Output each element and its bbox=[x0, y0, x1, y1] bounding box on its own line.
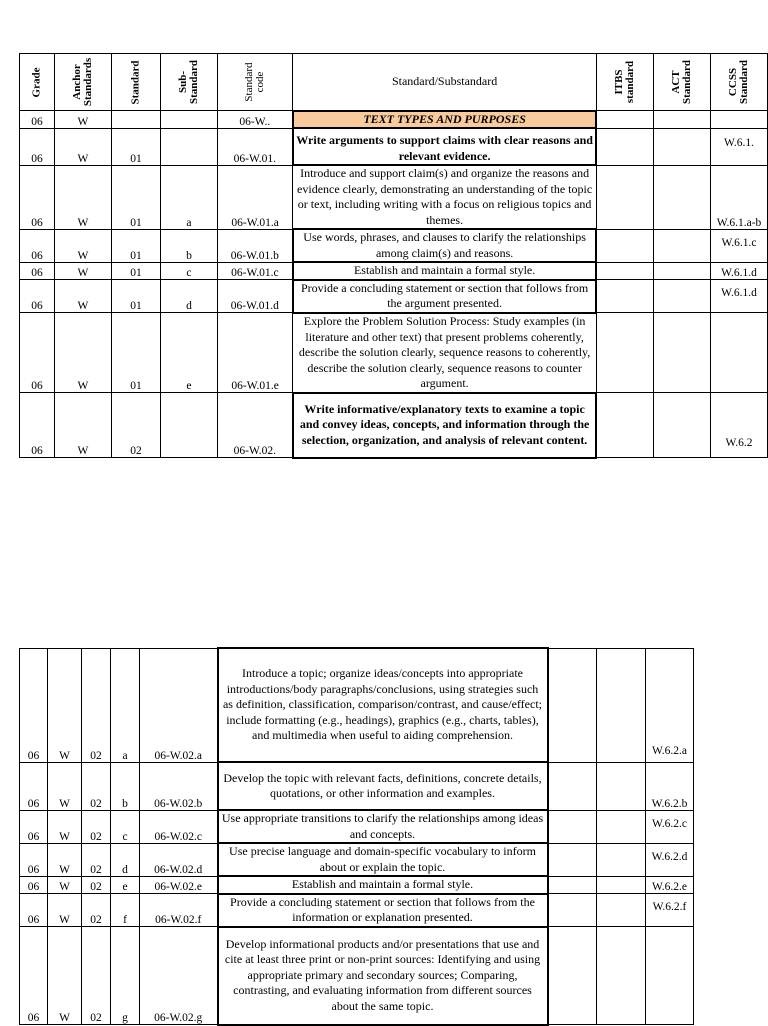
description-cell: Use words, phrases, and clauses to clarify the relationships among claim(s) and reasons. bbox=[293, 229, 597, 262]
grade-cell: 06 bbox=[20, 313, 55, 393]
header-standard-substandard: Standard/Substandard bbox=[293, 54, 597, 111]
standard-cell: 01 bbox=[111, 229, 160, 262]
table-row bbox=[20, 262, 768, 280]
grade-cell: 06 bbox=[20, 762, 48, 810]
description-cell: Use precise language and domain-specific vocabulary to inform about or explain the topic. bbox=[218, 843, 548, 876]
standard-cell: 02 bbox=[82, 927, 111, 1025]
anchor-cell: W bbox=[54, 128, 111, 165]
sub-standard-cell: a bbox=[160, 165, 217, 229]
header-ccss-standard: CCSS Standard bbox=[710, 54, 767, 111]
ccss-cell: W.6.2.d bbox=[646, 843, 694, 876]
itbs-cell bbox=[548, 648, 597, 762]
anchor-cell: W bbox=[48, 648, 82, 762]
header-sub-standard: Sub-Standard bbox=[160, 54, 217, 111]
act-cell bbox=[597, 648, 646, 762]
description-cell: Write informative/explanatory texts to examine a topic and convey ideas, concepts, and information through the selection, organization, and analysis of relevant content. bbox=[293, 393, 597, 458]
standard-cell: 01 bbox=[111, 262, 160, 280]
header-act-standard: ACT Standard bbox=[653, 54, 710, 111]
grade-cell: 06 bbox=[20, 111, 55, 129]
ccss-cell: W.6.2.b bbox=[646, 762, 694, 810]
header-standard-code: Standard code bbox=[217, 54, 292, 111]
grade-cell: 06 bbox=[20, 280, 55, 313]
sub-standard-cell: d bbox=[111, 843, 140, 876]
code-cell: 06-W.01.e bbox=[217, 313, 292, 393]
sub-standard-cell: b bbox=[160, 229, 217, 262]
sub-standard-cell: c bbox=[160, 262, 217, 280]
itbs-cell bbox=[596, 393, 653, 458]
header-itbs-standard: ITBS standard bbox=[596, 54, 653, 111]
grade-cell: 06 bbox=[20, 262, 55, 280]
standard-cell: 02 bbox=[111, 393, 160, 458]
ccss-cell bbox=[710, 111, 767, 129]
table-row bbox=[20, 876, 694, 894]
grade-cell: 06 bbox=[20, 128, 55, 165]
act-cell bbox=[597, 894, 646, 927]
itbs-cell bbox=[548, 762, 597, 810]
ccss-cell: W.6.2.c bbox=[646, 810, 694, 843]
grade-cell: 06 bbox=[20, 810, 48, 843]
ccss-cell: W.6.2.e bbox=[646, 876, 694, 894]
standard-cell: 02 bbox=[82, 843, 111, 876]
standard-cell: 01 bbox=[111, 165, 160, 229]
grade-cell: 06 bbox=[20, 648, 48, 762]
ccss-cell: W.6.2.a bbox=[646, 648, 694, 762]
grade-cell: 06 bbox=[20, 894, 48, 927]
anchor-cell: W bbox=[48, 762, 82, 810]
act-cell bbox=[597, 876, 646, 894]
anchor-cell: W bbox=[54, 280, 111, 313]
standard-cell: 02 bbox=[82, 762, 111, 810]
description-cell: Write arguments to support claims with clear reasons and relevant evidence. bbox=[293, 128, 597, 165]
sub-standard-cell: b bbox=[111, 762, 140, 810]
grade-cell: 06 bbox=[20, 927, 48, 1025]
table-row bbox=[20, 810, 694, 843]
act-cell bbox=[597, 810, 646, 843]
anchor-cell: W bbox=[54, 313, 111, 393]
act-cell bbox=[653, 313, 710, 393]
act-cell bbox=[653, 111, 710, 129]
anchor-cell: W bbox=[48, 843, 82, 876]
standard-cell: 01 bbox=[111, 128, 160, 165]
itbs-cell bbox=[596, 111, 653, 129]
description-cell: Provide a concluding statement or section that follows from the information or explanation presented. bbox=[218, 894, 548, 927]
act-cell bbox=[597, 927, 646, 1025]
grade-cell: 06 bbox=[20, 229, 55, 262]
itbs-cell bbox=[596, 313, 653, 393]
description-cell: Develop the topic with relevant facts, definitions, concrete details, quotations, or other information and examples. bbox=[218, 762, 548, 810]
header-standard: Standard bbox=[111, 54, 160, 111]
itbs-cell bbox=[596, 262, 653, 280]
code-cell: 06-W.02.b bbox=[140, 762, 218, 810]
itbs-cell bbox=[596, 128, 653, 165]
act-cell bbox=[653, 229, 710, 262]
standard-cell: 01 bbox=[111, 280, 160, 313]
anchor-cell: W bbox=[54, 165, 111, 229]
ccss-cell bbox=[646, 927, 694, 1025]
act-cell bbox=[597, 762, 646, 810]
code-cell: 06-W.02. bbox=[217, 393, 292, 458]
table-row bbox=[20, 894, 694, 927]
description-cell: Introduce a topic; organize ideas/concepts into appropriate introductions/body paragraphs/conclusions, using strategies such as definition, classification, comparison/contrast, and cause/effect; include formatting (e.g., headings), graphics (e.g., charts, tables), and multimedia when useful to aiding comprehension. bbox=[218, 648, 548, 762]
sub-standard-cell: g bbox=[111, 927, 140, 1025]
ccss-cell: W.6.2 bbox=[710, 393, 767, 458]
code-cell: 06-W.02.d bbox=[140, 843, 218, 876]
act-cell bbox=[597, 843, 646, 876]
standard-cell: 02 bbox=[82, 894, 111, 927]
standards-table-2 bbox=[19, 647, 694, 1026]
table-row bbox=[20, 229, 768, 262]
ccss-cell: W.6.1.d bbox=[710, 262, 767, 280]
standard-cell bbox=[111, 111, 160, 129]
description-cell: Introduce and support claim(s) and organize the reasons and evidence clearly, demonstrating an understanding of the topic or text, including writing with a focus on religious topics and themes. bbox=[293, 165, 597, 229]
itbs-cell bbox=[596, 165, 653, 229]
itbs-cell bbox=[548, 927, 597, 1025]
ccss-cell: W.6.1.d bbox=[710, 280, 767, 313]
description-cell: Provide a concluding statement or section that follows from the argument presented. bbox=[293, 280, 597, 313]
table-row bbox=[20, 111, 768, 129]
table-row bbox=[20, 648, 694, 762]
anchor-cell: W bbox=[54, 393, 111, 458]
act-cell bbox=[653, 393, 710, 458]
anchor-cell: W bbox=[54, 111, 111, 129]
code-cell: 06-W.. bbox=[217, 111, 292, 129]
description-cell: Establish and maintain a formal style. bbox=[218, 876, 548, 894]
act-cell bbox=[653, 128, 710, 165]
header-row bbox=[20, 54, 768, 111]
sub-standard-cell: c bbox=[111, 810, 140, 843]
code-cell: 06-W.01.d bbox=[217, 280, 292, 313]
table-row bbox=[20, 313, 768, 393]
itbs-cell bbox=[548, 843, 597, 876]
code-cell: 06-W.01.c bbox=[217, 262, 292, 280]
header-anchor-standards: Anchor Standards bbox=[54, 54, 111, 111]
description-cell: Establish and maintain a formal style. bbox=[293, 262, 597, 280]
sub-standard-cell bbox=[160, 111, 217, 129]
sub-standard-cell: f bbox=[111, 894, 140, 927]
sub-standard-cell bbox=[160, 393, 217, 458]
table-row bbox=[20, 927, 694, 1025]
sub-standard-cell: e bbox=[111, 876, 140, 894]
code-cell: 06-W.02.a bbox=[140, 648, 218, 762]
code-cell: 06-W.01. bbox=[217, 128, 292, 165]
grade-cell: 06 bbox=[20, 876, 48, 894]
standard-cell: 01 bbox=[111, 313, 160, 393]
code-cell: 06-W.01.b bbox=[217, 229, 292, 262]
table-row bbox=[20, 393, 768, 458]
table-row bbox=[20, 280, 768, 313]
grade-cell: 06 bbox=[20, 393, 55, 458]
itbs-cell bbox=[596, 229, 653, 262]
standard-cell: 02 bbox=[82, 876, 111, 894]
ccss-cell: W.6.2.f bbox=[646, 894, 694, 927]
description-cell: Use appropriate transitions to clarify the relationships among ideas and concepts. bbox=[218, 810, 548, 843]
sub-standard-cell: d bbox=[160, 280, 217, 313]
ccss-cell: W.6.1.a-b bbox=[710, 165, 767, 229]
act-cell bbox=[653, 262, 710, 280]
standard-cell: 02 bbox=[82, 648, 111, 762]
grade-cell: 06 bbox=[20, 165, 55, 229]
table-row bbox=[20, 165, 768, 229]
code-cell: 06-W.01.a bbox=[217, 165, 292, 229]
table-row bbox=[20, 128, 768, 165]
standards-table-1 bbox=[19, 53, 768, 459]
itbs-cell bbox=[548, 876, 597, 894]
grade-cell: 06 bbox=[20, 843, 48, 876]
code-cell: 06-W.02.g bbox=[140, 927, 218, 1025]
code-cell: 06-W.02.f bbox=[140, 894, 218, 927]
itbs-cell bbox=[596, 280, 653, 313]
description-cell: Develop informational products and/or presentations that use and cite at least three print or non-print sources: Identifying and using appropriate primary and secondary sources; Comparing, contrasting, and evaluating information from different sources about the same topic. bbox=[218, 927, 548, 1025]
anchor-cell: W bbox=[48, 927, 82, 1025]
header-grade: Grade bbox=[20, 54, 55, 111]
ccss-cell: W.6.1.c bbox=[710, 229, 767, 262]
code-cell: 06-W.02.c bbox=[140, 810, 218, 843]
code-cell: 06-W.02.e bbox=[140, 876, 218, 894]
anchor-cell: W bbox=[48, 876, 82, 894]
sub-standard-cell: e bbox=[160, 313, 217, 393]
itbs-cell bbox=[548, 810, 597, 843]
anchor-cell: W bbox=[54, 262, 111, 280]
itbs-cell bbox=[548, 894, 597, 927]
table-row bbox=[20, 843, 694, 876]
table-row bbox=[20, 762, 694, 810]
ccss-cell: W.6.1. bbox=[710, 128, 767, 165]
act-cell bbox=[653, 165, 710, 229]
sub-standard-cell bbox=[160, 128, 217, 165]
anchor-cell: W bbox=[48, 894, 82, 927]
anchor-cell: W bbox=[48, 810, 82, 843]
sub-standard-cell: a bbox=[111, 648, 140, 762]
description-cell: Explore the Problem Solution Process: Study examples (in literature and other text) that present problems coherently, describe the solution clearly, sequence reasons to coherently, describe the solution clearly, sequence reasons to counter argument. bbox=[293, 313, 597, 393]
anchor-cell: W bbox=[54, 229, 111, 262]
act-cell bbox=[653, 280, 710, 313]
ccss-cell bbox=[710, 313, 767, 393]
standard-cell: 02 bbox=[82, 810, 111, 843]
section-heading: TEXT TYPES AND PURPOSES bbox=[293, 111, 597, 129]
